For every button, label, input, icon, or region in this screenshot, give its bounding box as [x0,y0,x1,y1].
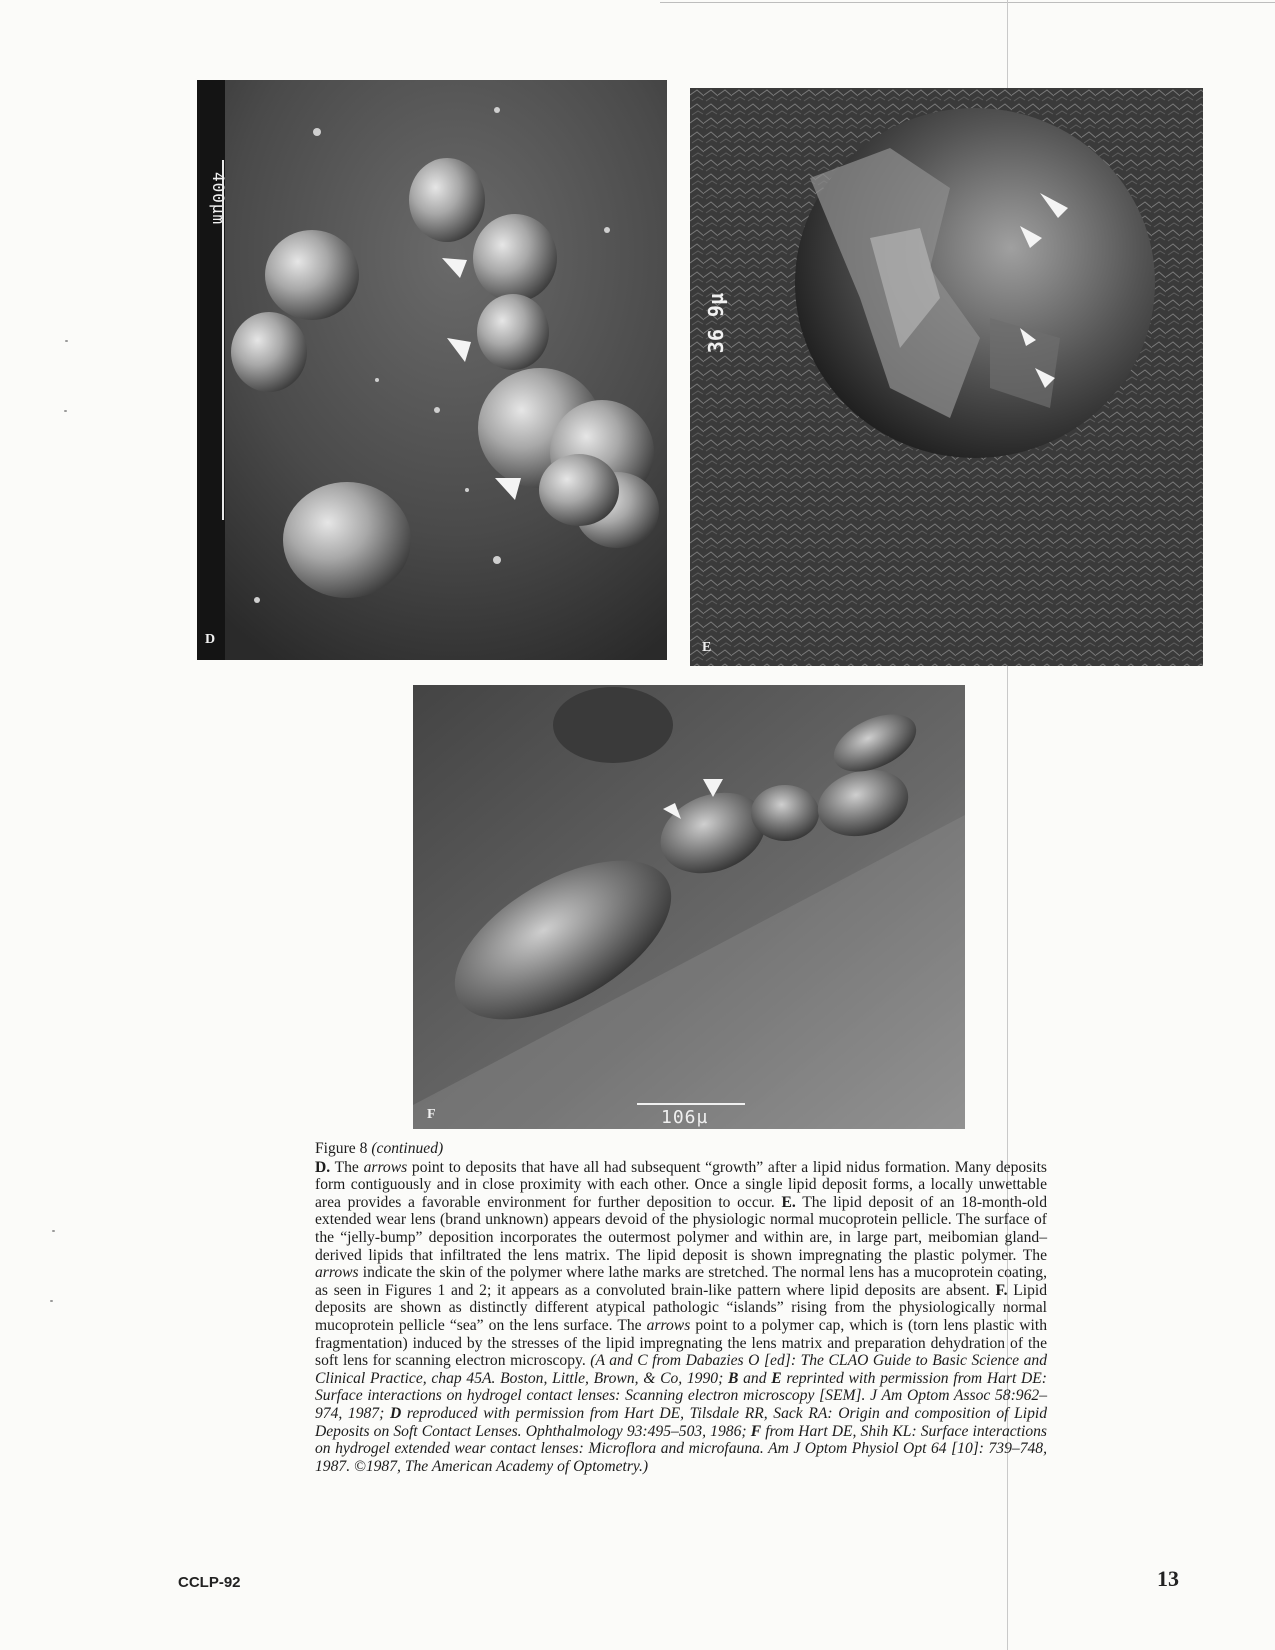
caption-d-text: point to deposits that have all had subsequent “growth” after a lipid nidus formation. Many deposits form contiguously and in close proximity with each other. Once a single lipid deposit forms, a locally unwettable area provides a favorable environment for further deposition to occur. [315,1158,1047,1211]
panel-label-e: E [702,640,712,655]
micrograph-e-image [690,88,1203,666]
caption-e-label: E. [781,1193,796,1211]
micrograph-panel-f [413,685,965,1129]
scale-bar-f [637,1103,757,1127]
micrograph-panel-e [690,88,1203,666]
scale-label-f: 106µ [661,1107,709,1128]
panel-label-d: D [205,632,216,647]
scale-label-e: 36 9µ [704,293,728,354]
scan-speck [65,340,68,342]
scan-speck [50,1300,53,1302]
figure-caption [315,1140,1047,1475]
page-top-rule [660,2,1275,3]
journal-code: CCLP-92 [178,1574,241,1591]
caption-figure-note: (continued) [371,1140,444,1157]
caption-f-label: F. [995,1281,1008,1299]
caption-d-label: D. [315,1158,331,1176]
page-number: 13 [1157,1566,1179,1591]
caption-body: D. The arrows point to deposits that have all had subsequent “growth” after a lipid nidus formation. Many deposits form contiguously and in close proximity with each other. Once a single lipid deposit forms, a locally unwettable area provides a favorable environment for further deposition to occur. E. The lipid deposit of an 18-month-old extended wear lens (brand unknown) appears devoid of the physiologic normal mucoprotein pellicle. The surface of the “jelly-bump” deposition incorporates the outermost polymer and within are, in large part, meibomian gland–derived lipids that infiltrated the lens matrix. The lipid deposit is shown impregnating the plastic polymer. The arrows indicate the skin of the polymer where lathe marks are stretched. The normal lens has a mucoprotein coating, as seen in Figures 1 and 2; it appears as a convoluted brain-like pattern where lipid deposits are absent. F. Lipid deposits are shown as distinctly different atypical pathologic “islands” rising from the physiologically normal mucoprotein pellicle “sea” on the lens surface. The arrows point to a polymer cap, which is (torn lens plastic with fragmentation) induced by the stresses of the lipid impregnating the lens matrix and preparation dehydration of the soft lens for scanning electron microscopy. (A and C from Dabazies O [ed]: The CLAO Guide to Basic Science and Clinical Practice, chap 45A. Boston, Little, Brown, & Co, 1990; B and E reprinted with permission from Hart DE: Surface interactions on hydrogel contact lenses: Scanning electron microscopy [SEM]. J Am Optom Assoc 58:962–974, 1987; D reproduced with permission from Hart DE, Tilsdale RR, Sack RA: Origin and composition of Lipid Deposits on Soft Contact Lenses. Ophthalmology 93:495–503, 1986; F from Hart DE, Shih KL: Surface interactions on hydrogel extended wear contact lenses: Microflora and microfauna. Am J Optom Physiol Opt 64 [10]: 739–748, 1987. ©1987, The American Academy of Optometry.) [315,1158,1048,1475]
micrograph-d-image [197,80,667,660]
caption-figure-number: Figure 8 [315,1140,368,1157]
caption-e-text: The lipid deposit of an 18-month-old extended wear lens (brand unknown) appears devoid of the physiologic normal mucoprotein pellicle. The surface of the “jelly-bump” deposition incorporates the outermost polymer and within are, in large part, meibomian gland–derived lipids that infiltrated the lens matrix. The lipid deposit is shown impregnating the plastic polymer. The [315,1193,1047,1264]
caption-arrows-term: arrows [646,1316,691,1334]
caption-f-text: Lipid deposits are shown as distinctly different atypical pathologic “islands” rising from the physiologically normal mucoprotein pellicle “sea” on the lens surface. The [315,1281,1048,1334]
caption-arrows-term: arrows [315,1264,359,1282]
panel-label-f: F [427,1107,436,1122]
caption-title [315,1140,1047,1158]
micrograph-panel-d [197,80,667,660]
scale-bar-d [209,160,231,520]
scale-label-d: 400µm [209,172,228,226]
caption-arrows-term: arrows [363,1158,408,1176]
caption-credits: (A and C from Dabazies O [ed]: The CLAO Guide to Basic Science and Clinical Practice, chap 45A. Boston, Little, Brown, & Co, 1990; B and E reprinted with permission from Hart DE: Surface interactions on hydrogel contact lenses: Scanning electron microscopy [SEM]. J Am Optom Assoc 58:962–974, 1987; D reproduced with permission from Hart DE, Tilsdale RR, Sack RA: Origin and composition of Lipid Deposits on Soft Contact Lenses. Ophthalmology 93:495–503, 1986; F from Hart DE, Shih KL: Surface interactions on hydrogel extended wear contact lenses: Microflora and microfauna. Am J Optom Physiol Opt 64 [10]: 739–748, 1987. ©1987, The American Academy of Optometry.) [315,1352,1048,1475]
micrograph-f-image [413,685,965,1129]
scale-bar-e [704,293,732,393]
scan-speck [64,410,67,412]
scan-speck [52,1230,55,1232]
